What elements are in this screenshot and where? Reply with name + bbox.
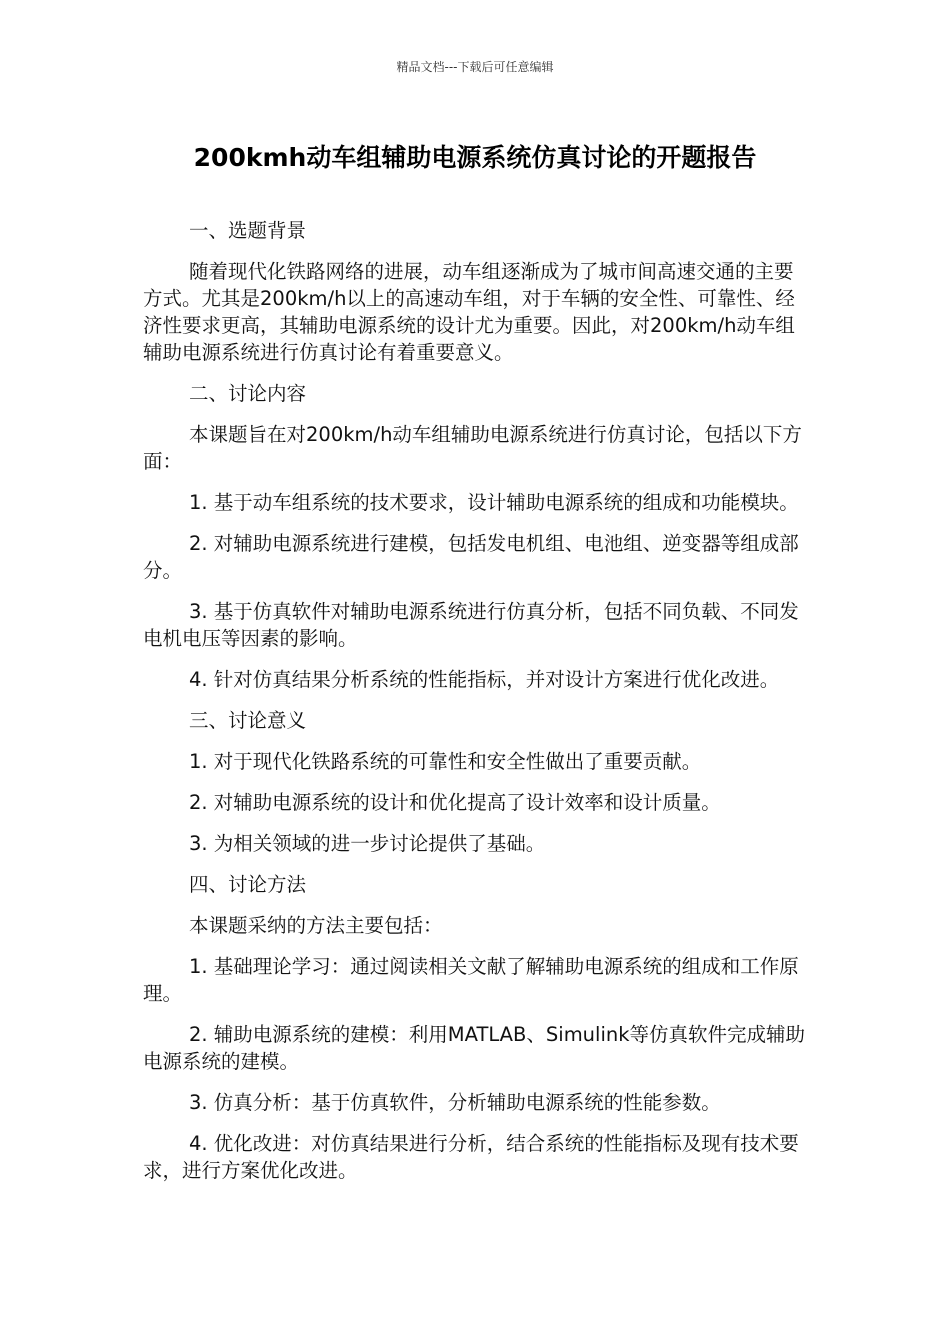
- section-heading-significance: 三、讨论意义: [189, 709, 307, 732]
- significance-item-2: 2. 对辅助电源系统的设计和优化提高了设计效率和设计质量。: [189, 791, 721, 814]
- section-heading-background: 一、选题背景: [189, 219, 307, 242]
- method-item-2: 2. 辅助电源系统的建模：利用MATLAB、Simulink等仿真软件完成辅助电源系统的建模。: [143, 1023, 806, 1073]
- significance-item-1: 1. 对于现代化铁路系统的可靠性和安全性做出了重要贡献。: [189, 750, 702, 773]
- document-title: 200kmh动车组辅助电源系统仿真讨论的开题报告: [193, 143, 757, 172]
- significance-item-3: 3. 为相关领域的进一步讨论提供了基础。: [189, 832, 546, 855]
- document-body: [143, 217, 807, 1198]
- method-item-4: 4. 优化改进：对仿真结果进行分析，结合系统的性能指标及现有技术要求，进行方案优化改进。: [143, 1132, 799, 1182]
- section-heading-content: 二、讨论内容: [189, 382, 307, 405]
- method-intro-paragraph: 本课题采纳的方法主要包括：: [189, 914, 443, 937]
- section-heading-method: 四、讨论方法: [189, 873, 307, 896]
- method-item-1: 1. 基础理论学习：通过阅读相关文献了解辅助电源系统的组成和工作原理。: [143, 955, 799, 1005]
- content-item-2: 2. 对辅助电源系统进行建模，包括发电机组、电池组、逆变器等组成部分。: [143, 532, 799, 582]
- method-item-3: 3. 仿真分析：基于仿真软件，分析辅助电源系统的性能参数。: [189, 1091, 721, 1114]
- content-item-1: 1. 基于动车组系统的技术要求，设计辅助电源系统的组成和功能模块。: [189, 491, 799, 514]
- background-paragraph: 随着现代化铁路网络的进展，动车组逐渐成为了城市间高速交通的主要方式。尤其是200km/h以上的高速动车组，对于车辆的安全性、可靠性、经济性要求更高，其辅助电源系统的设计尤为重要。因此，对200km/h动车组辅助电源系统进行仿真讨论有着重要意义。: [143, 260, 795, 364]
- content-item-3: 3. 基于仿真软件对辅助电源系统进行仿真分析，包括不同负载、不同发电机电压等因素的影响。: [143, 600, 799, 650]
- content-intro-paragraph: 本课题旨在对200km/h动车组辅助电源系统进行仿真讨论，包括以下方面：: [143, 423, 802, 473]
- page-header: 精品文档---下载后可任意编辑: [396, 60, 554, 74]
- content-item-4: 4. 针对仿真结果分析系统的性能指标，并对设计方案进行优化改进。: [189, 668, 780, 691]
